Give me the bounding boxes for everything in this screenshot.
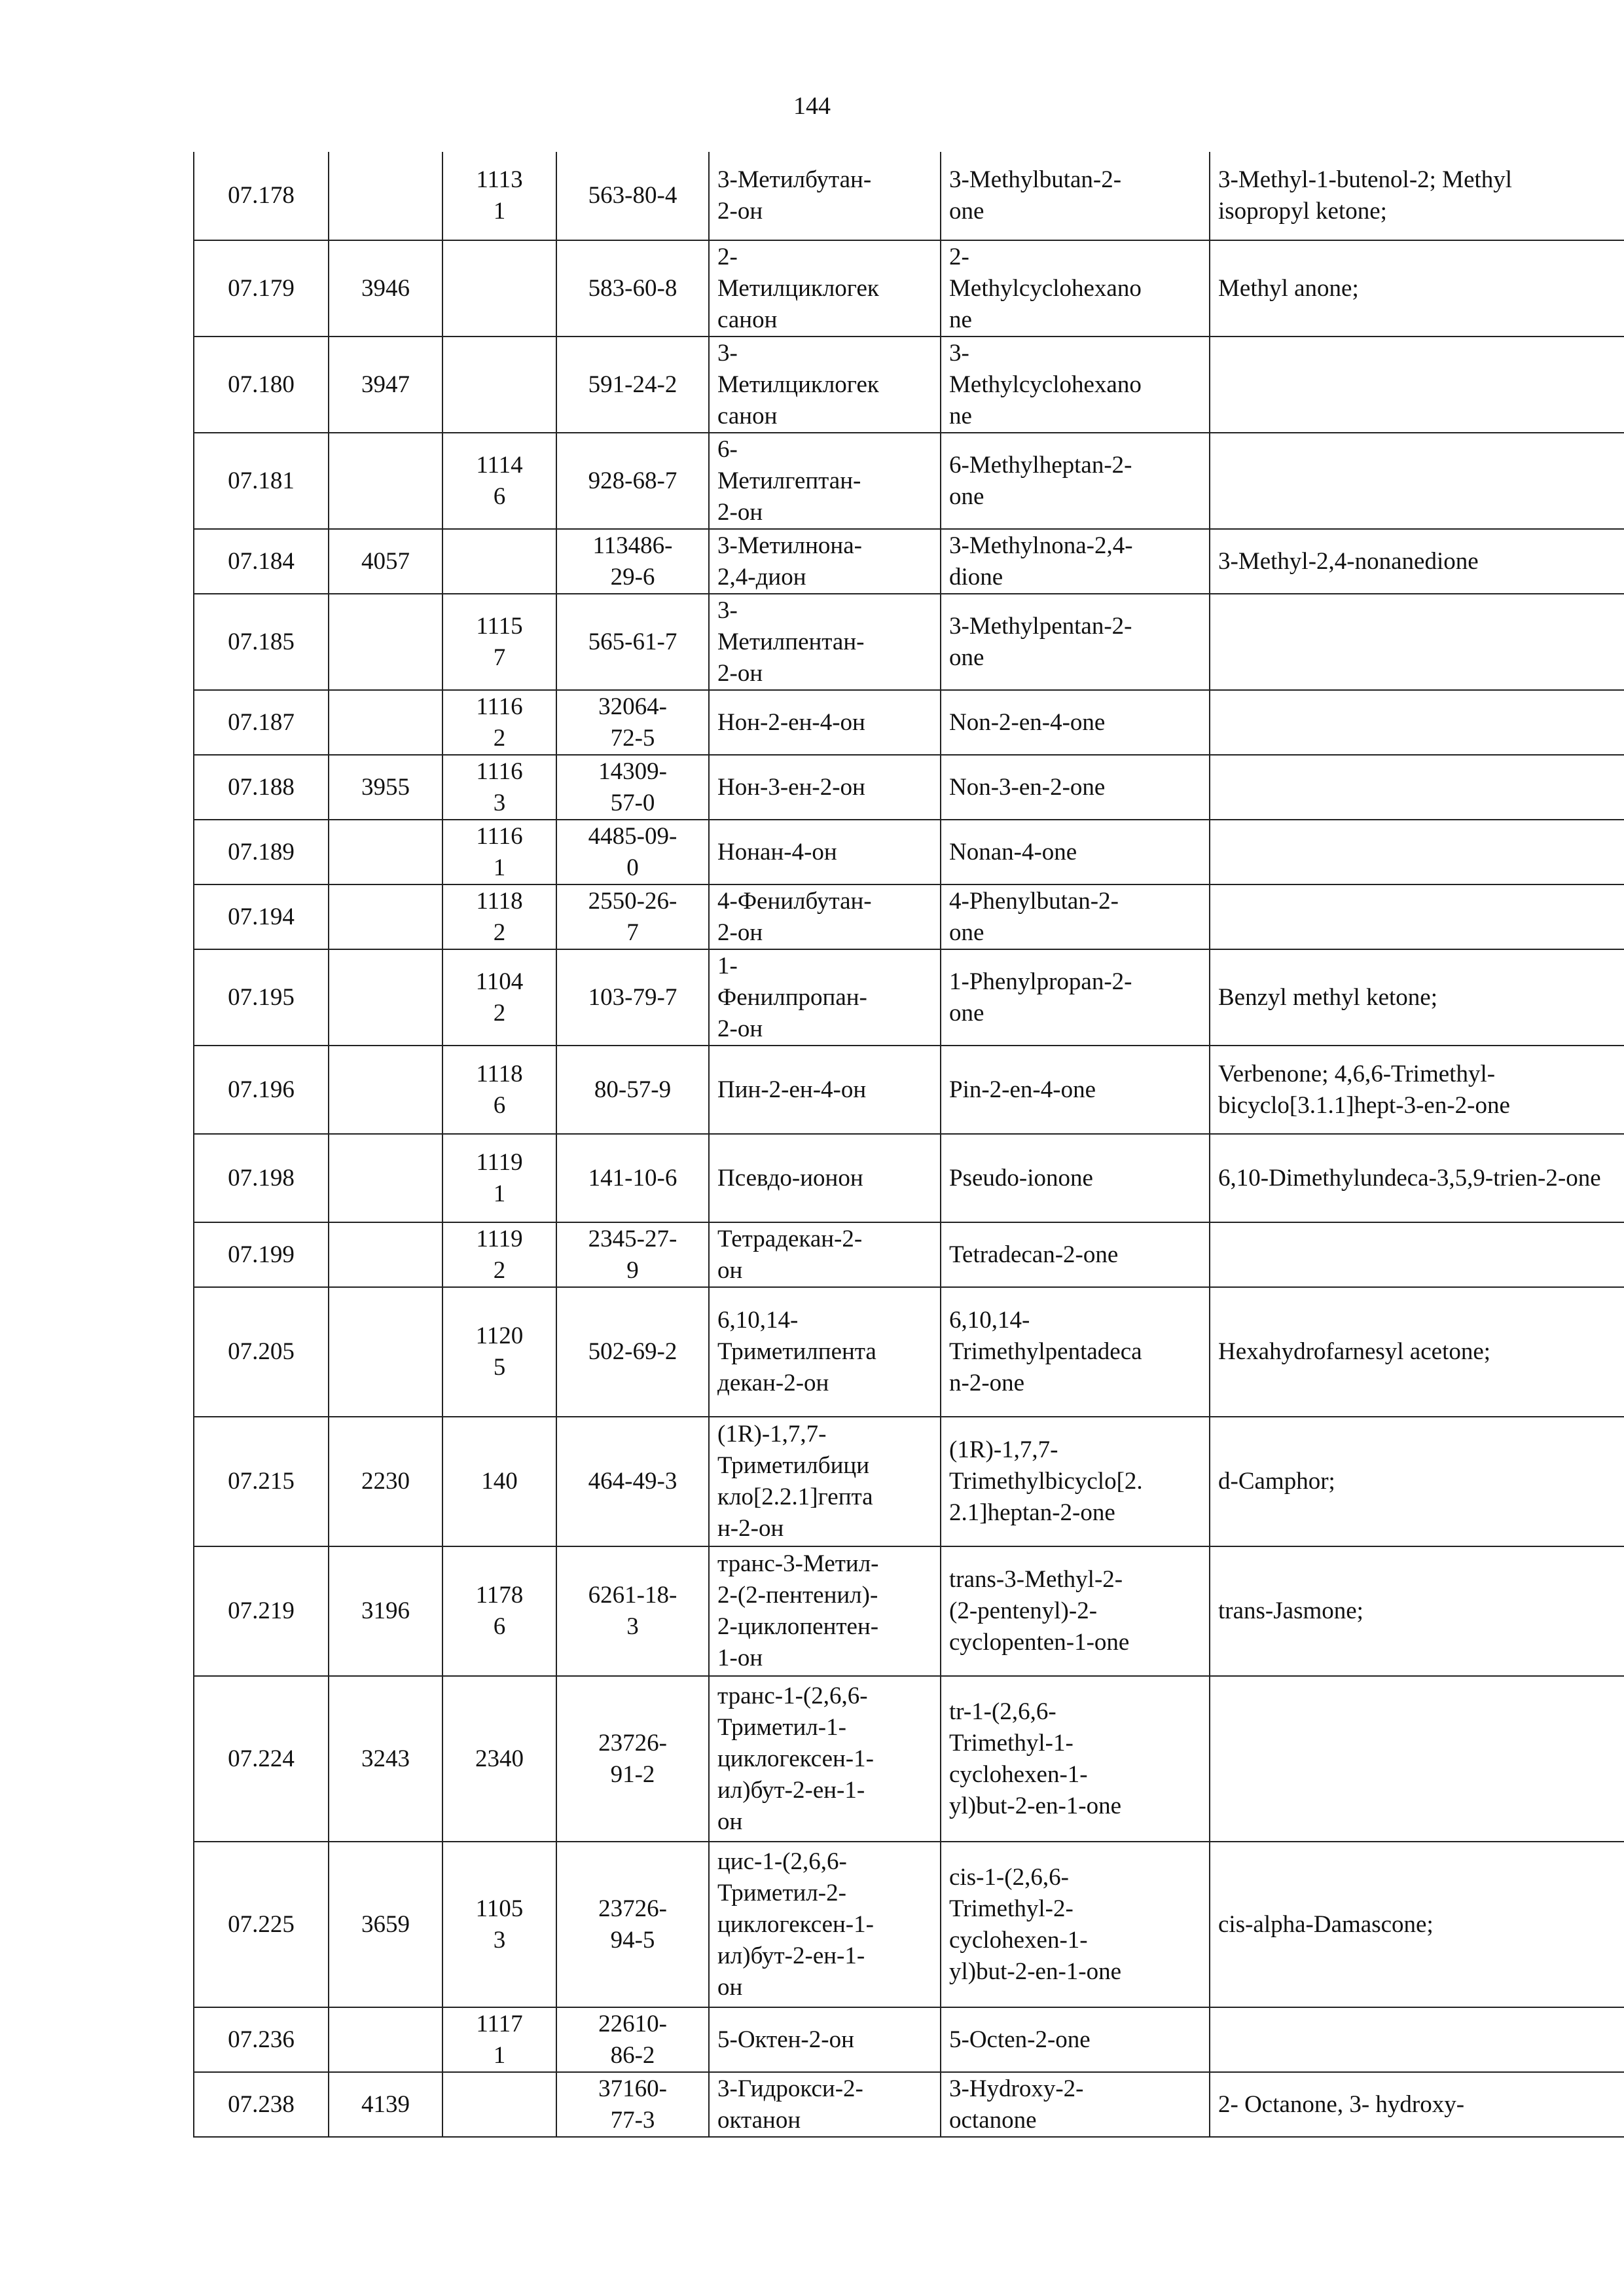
name-english-cell: 4-Phenylbutan-2- one xyxy=(941,884,1210,949)
cas-number-cell: 23726- 91-2 xyxy=(556,1676,709,1842)
table-row xyxy=(194,1546,1624,1676)
fema-number-cell xyxy=(329,1134,442,1222)
coe-number-cell: 1119 2 xyxy=(442,1222,556,1287)
name-english-cell: cis-1-(2,6,6- Trimethyl-2- cyclohexen-1- yl)but-2-en-1-one xyxy=(941,1842,1210,2007)
table-row xyxy=(194,2007,1624,2072)
name-russian-cell: 3-Гидрокси-2- октанон xyxy=(709,2072,941,2137)
cas-number-cell: 464-49-3 xyxy=(556,1417,709,1546)
name-russian-cell: 3-Метилбутан- 2-он xyxy=(709,152,941,240)
cas-number-cell: 103-79-7 xyxy=(556,949,709,1046)
substance-code-cell: 07.188 xyxy=(194,755,329,820)
name-english-cell: 6,10,14- Trimethylpentadeca n-2-one xyxy=(941,1287,1210,1417)
synonyms-cell xyxy=(1210,755,1624,820)
fema-number-cell xyxy=(329,884,442,949)
coe-number-cell xyxy=(442,529,556,594)
cas-number-cell: 583-60-8 xyxy=(556,240,709,337)
table-row xyxy=(194,755,1624,820)
substance-code-cell: 07.178 xyxy=(194,152,329,240)
synonyms-cell xyxy=(1210,594,1624,690)
fema-number-cell: 3955 xyxy=(329,755,442,820)
name-english-cell: 3-Hydroxy-2- octanone xyxy=(941,2072,1210,2137)
substance-code-cell: 07.195 xyxy=(194,949,329,1046)
substance-code-cell: 07.179 xyxy=(194,240,329,337)
table-row xyxy=(194,820,1624,884)
name-english-cell: 3-Methylnona-2,4- dione xyxy=(941,529,1210,594)
name-russian-cell: цис-1-(2,6,6- Триметил-2- циклогексен-1- ил)бут-2-ен-1- он xyxy=(709,1842,941,2007)
fema-number-cell: 3659 xyxy=(329,1842,442,2007)
name-english-cell: tr-1-(2,6,6- Trimethyl-1- cyclohexen-1- yl)but-2-en-1-one xyxy=(941,1676,1210,1842)
table-body xyxy=(194,152,1624,2137)
synonyms-cell: Hexahydrofarnesyl acetone; xyxy=(1210,1287,1624,1417)
coe-number-cell: 1105 3 xyxy=(442,1842,556,2007)
name-russian-cell: 3- Метилпентан- 2-он xyxy=(709,594,941,690)
name-russian-cell: 2- Метилциклогек санон xyxy=(709,240,941,337)
name-english-cell: trans-3-Methyl-2- (2-pentenyl)-2- cyclopenten-1-one xyxy=(941,1546,1210,1676)
cas-number-cell: 32064- 72-5 xyxy=(556,690,709,755)
table-row xyxy=(194,1046,1624,1134)
cas-number-cell: 80-57-9 xyxy=(556,1046,709,1134)
cas-number-cell: 37160- 77-3 xyxy=(556,2072,709,2137)
name-russian-cell: Псевдо-ионон xyxy=(709,1134,941,1222)
cas-number-cell: 565-61-7 xyxy=(556,594,709,690)
coe-number-cell: 1116 3 xyxy=(442,755,556,820)
cas-number-cell: 22610- 86-2 xyxy=(556,2007,709,2072)
fema-number-cell xyxy=(329,594,442,690)
table-row xyxy=(194,1134,1624,1222)
table-row xyxy=(194,529,1624,594)
fema-number-cell xyxy=(329,433,442,529)
name-english-cell: (1R)-1,7,7- Trimethylbicyclo[2. 2.1]heptan-2-one xyxy=(941,1417,1210,1546)
name-russian-cell: Нон-2-ен-4-он xyxy=(709,690,941,755)
coe-number-cell: 1104 2 xyxy=(442,949,556,1046)
table-row xyxy=(194,1417,1624,1546)
synonyms-cell xyxy=(1210,2007,1624,2072)
synonyms-cell xyxy=(1210,1222,1624,1287)
cas-number-cell: 14309- 57-0 xyxy=(556,755,709,820)
name-english-cell: 3-Methylpentan-2- one xyxy=(941,594,1210,690)
fema-number-cell: 4057 xyxy=(329,529,442,594)
name-russian-cell: Нон-3-ен-2-он xyxy=(709,755,941,820)
synonyms-cell: 2- Octanone, 3- hydroxy- xyxy=(1210,2072,1624,2137)
table-row xyxy=(194,1676,1624,1842)
coe-number-cell xyxy=(442,240,556,337)
substance-code-cell: 07.199 xyxy=(194,1222,329,1287)
synonyms-cell: d-Camphor; xyxy=(1210,1417,1624,1546)
substance-code-cell: 07.185 xyxy=(194,594,329,690)
coe-number-cell: 1113 1 xyxy=(442,152,556,240)
name-english-cell: Nonan-4-one xyxy=(941,820,1210,884)
cas-number-cell: 141-10-6 xyxy=(556,1134,709,1222)
substance-code-cell: 07.238 xyxy=(194,2072,329,2137)
substance-code-cell: 07.181 xyxy=(194,433,329,529)
synonyms-cell xyxy=(1210,1676,1624,1842)
table-row xyxy=(194,884,1624,949)
substance-code-cell: 07.198 xyxy=(194,1134,329,1222)
fema-number-cell xyxy=(329,820,442,884)
table-row xyxy=(194,433,1624,529)
fema-number-cell xyxy=(329,1287,442,1417)
coe-number-cell: 1116 2 xyxy=(442,690,556,755)
substance-code-cell: 07.187 xyxy=(194,690,329,755)
coe-number-cell: 1119 1 xyxy=(442,1134,556,1222)
coe-number-cell: 1117 1 xyxy=(442,2007,556,2072)
name-russian-cell: 6- Метилгептан- 2-он xyxy=(709,433,941,529)
name-russian-cell: Тетрадекан-2- он xyxy=(709,1222,941,1287)
substance-code-cell: 07.219 xyxy=(194,1546,329,1676)
name-english-cell: 6-Methylheptan-2- one xyxy=(941,433,1210,529)
synonyms-cell xyxy=(1210,337,1624,433)
coe-number-cell xyxy=(442,337,556,433)
fema-number-cell xyxy=(329,152,442,240)
fema-number-cell xyxy=(329,690,442,755)
synonyms-cell xyxy=(1210,820,1624,884)
name-russian-cell: транс-1-(2,6,6- Триметил-1- циклогексен-1- ил)бут-2-ен-1- он xyxy=(709,1676,941,1842)
table-row xyxy=(194,594,1624,690)
fema-number-cell: 3196 xyxy=(329,1546,442,1676)
synonyms-cell xyxy=(1210,690,1624,755)
name-russian-cell: 6,10,14- Триметилпента декан-2-он xyxy=(709,1287,941,1417)
flavouring-substances-table xyxy=(193,152,1624,2138)
name-english-cell: Non-2-en-4-one xyxy=(941,690,1210,755)
coe-number-cell: 1120 5 xyxy=(442,1287,556,1417)
synonyms-cell xyxy=(1210,433,1624,529)
fema-number-cell: 2230 xyxy=(329,1417,442,1546)
cas-number-cell: 4485-09- 0 xyxy=(556,820,709,884)
name-english-cell: Non-3-en-2-one xyxy=(941,755,1210,820)
cas-number-cell: 6261-18- 3 xyxy=(556,1546,709,1676)
coe-number-cell: 140 xyxy=(442,1417,556,1546)
name-english-cell: 5-Octen-2-one xyxy=(941,2007,1210,2072)
name-english-cell: Tetradecan-2-one xyxy=(941,1222,1210,1287)
substance-code-cell: 07.196 xyxy=(194,1046,329,1134)
substance-code-cell: 07.224 xyxy=(194,1676,329,1842)
fema-number-cell: 3946 xyxy=(329,240,442,337)
name-english-cell: Pin-2-en-4-one xyxy=(941,1046,1210,1134)
substance-code-cell: 07.180 xyxy=(194,337,329,433)
coe-number-cell: 1178 6 xyxy=(442,1546,556,1676)
coe-number-cell: 1116 1 xyxy=(442,820,556,884)
fema-number-cell: 3243 xyxy=(329,1676,442,1842)
synonyms-cell xyxy=(1210,884,1624,949)
name-russian-cell: 3-Метилнона- 2,4-дион xyxy=(709,529,941,594)
substance-code-cell: 07.236 xyxy=(194,2007,329,2072)
table-row xyxy=(194,2072,1624,2137)
substance-code-cell: 07.194 xyxy=(194,884,329,949)
cas-number-cell: 23726- 94-5 xyxy=(556,1842,709,2007)
synonyms-cell: Verbenone; 4,6,6-Trimethyl- bicyclo[3.1.1]hept-3-en-2-one xyxy=(1210,1046,1624,1134)
coe-number-cell: 1118 6 xyxy=(442,1046,556,1134)
name-english-cell: 3- Methylcyclohexano ne xyxy=(941,337,1210,433)
fema-number-cell xyxy=(329,2007,442,2072)
synonyms-cell: cis-alpha-Damascone; xyxy=(1210,1842,1624,2007)
table-row xyxy=(194,1222,1624,1287)
cas-number-cell: 113486- 29-6 xyxy=(556,529,709,594)
table-row xyxy=(194,1287,1624,1417)
name-russian-cell: 4-Фенилбутан- 2-он xyxy=(709,884,941,949)
table-row xyxy=(194,240,1624,337)
table-row xyxy=(194,690,1624,755)
name-english-cell: Pseudo-ionone xyxy=(941,1134,1210,1222)
name-russian-cell: Пин-2-ен-4-он xyxy=(709,1046,941,1134)
table-row xyxy=(194,949,1624,1046)
substance-code-cell: 07.205 xyxy=(194,1287,329,1417)
synonyms-cell: 3-Methyl-1-butenol-2; Methyl isopropyl ketone; xyxy=(1210,152,1624,240)
name-russian-cell: 3- Метилциклогек санон xyxy=(709,337,941,433)
name-russian-cell: транс-3-Метил- 2-(2-пентенил)- 2-циклопентен- 1-он xyxy=(709,1546,941,1676)
fema-number-cell xyxy=(329,949,442,1046)
name-russian-cell: (1R)-1,7,7- Триметилбици кло[2.2.1]гепта н-2-он xyxy=(709,1417,941,1546)
synonyms-cell: trans-Jasmone; xyxy=(1210,1546,1624,1676)
name-english-cell: 2- Methylcyclohexano ne xyxy=(941,240,1210,337)
coe-number-cell: 1114 6 xyxy=(442,433,556,529)
name-russian-cell: 5-Октен-2-он xyxy=(709,2007,941,2072)
synonyms-cell: Methyl anone; xyxy=(1210,240,1624,337)
cas-number-cell: 563-80-4 xyxy=(556,152,709,240)
table-row xyxy=(194,1842,1624,2007)
cas-number-cell: 502-69-2 xyxy=(556,1287,709,1417)
cas-number-cell: 591-24-2 xyxy=(556,337,709,433)
coe-number-cell xyxy=(442,2072,556,2137)
fema-number-cell xyxy=(329,1046,442,1134)
substance-code-cell: 07.189 xyxy=(194,820,329,884)
cas-number-cell: 928-68-7 xyxy=(556,433,709,529)
coe-number-cell: 1118 2 xyxy=(442,884,556,949)
name-russian-cell: Нонан-4-он xyxy=(709,820,941,884)
table-row xyxy=(194,337,1624,433)
coe-number-cell: 1115 7 xyxy=(442,594,556,690)
name-english-cell: 3-Methylbutan-2- one xyxy=(941,152,1210,240)
substance-code-cell: 07.225 xyxy=(194,1842,329,2007)
table-row xyxy=(194,152,1624,240)
name-english-cell: 1-Phenylpropan-2- one xyxy=(941,949,1210,1046)
name-russian-cell: 1- Фенилпропан- 2-он xyxy=(709,949,941,1046)
fema-number-cell: 3947 xyxy=(329,337,442,433)
fema-number-cell: 4139 xyxy=(329,2072,442,2137)
cas-number-cell: 2345-27- 9 xyxy=(556,1222,709,1287)
synonyms-cell: 6,10-Dimethylundeca-3,5,9-trien-2-one xyxy=(1210,1134,1624,1222)
coe-number-cell: 2340 xyxy=(442,1676,556,1842)
synonyms-cell: Benzyl methyl ketone; xyxy=(1210,949,1624,1046)
page-number: 144 xyxy=(793,92,831,120)
cas-number-cell: 2550-26- 7 xyxy=(556,884,709,949)
synonyms-cell: 3-Methyl-2,4-nonanedione xyxy=(1210,529,1624,594)
fema-number-cell xyxy=(329,1222,442,1287)
substance-code-cell: 07.215 xyxy=(194,1417,329,1546)
substance-code-cell: 07.184 xyxy=(194,529,329,594)
